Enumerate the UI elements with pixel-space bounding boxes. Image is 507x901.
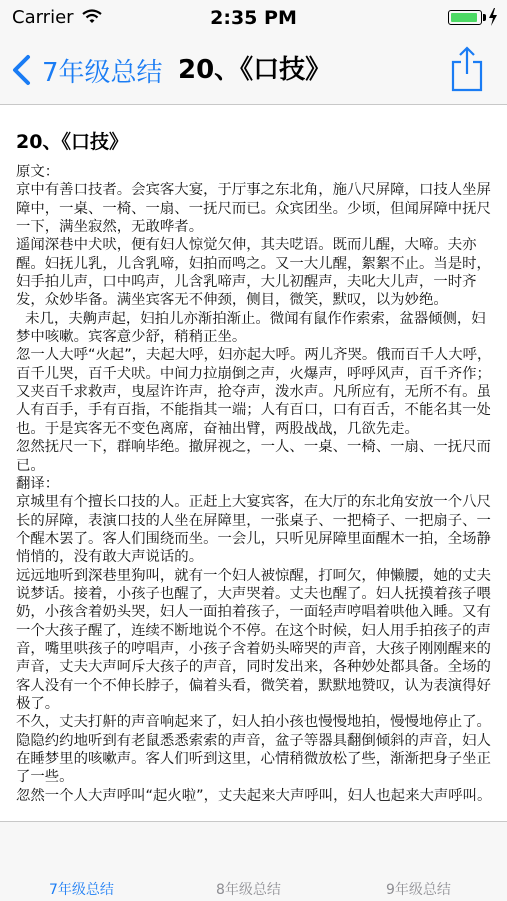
tab-bar [0,821,507,901]
carrier-label: Carrier [12,7,74,28]
share-icon[interactable] [449,44,485,92]
tab-grade-9[interactable]: 9年级总结 [386,882,451,898]
charging-icon [488,8,498,26]
article-content[interactable] [0,105,507,821]
battery-tip [483,14,486,21]
status-time: 2:35 PM [210,7,297,29]
status-bar [0,0,507,36]
tab-grade-7[interactable]: 7年级总结 [49,882,114,898]
back-label: 7年级总结 [42,57,163,88]
back-chevron-icon [10,54,34,86]
battery-icon [448,10,482,25]
nav-title: 20、《口技》 [178,55,332,85]
navigation-bar [0,36,507,105]
article-title: 20、《口技》 [16,131,128,153]
back-button[interactable] [10,52,163,88]
tab-grade-8[interactable]: 8年级总结 [216,882,281,898]
article-body: 原文： 京中有善口技者。会宾客大宴，于厅事之东北角，施八尺屏障，口技人坐屏障中，一桌、一椅、一扇、一抚尺而已。众宾团坐。少顷，但闻屏障中抚尺一下，满坐寂然，无敢哗者。 遥闻深巷中犬吠，便有妇人惊觉欠伸，其夫呓语。既而儿醒，大啼。夫亦醒。妇抚儿乳，儿含乳啼，妇拍而鸣之。又一大儿醒，絮絮不止。当是时，妇手拍儿声，口中呜声，儿含乳啼声，大儿初醒声，夫叱大儿声，一时齐发，众妙毕备。满坐宾客无不伸颈，侧目，微笑，默叹，以为妙绝。 未几，夫齁声起，妇拍儿亦渐拍渐止。微闻有鼠作作索索，盆器倾侧，妇梦中咳嗽。宾客意少舒，稍稍正坐。 忽一人大呼“火起”，夫起大呼，妇亦起大呼。两儿齐哭。俄而百千人大呼，百千儿哭，百千犬吠。中间力拉崩倒之声，火爆声，呼呼风声，百千齐作；又夹百千求救声，曳屋许许声，抢夺声，泼水声。凡所应有，无所不有。虽人有百手，手有百指，不能指其一端；人有百口，口有百舌，不能名其一处也。于是宾客无不变色离席，奋袖出臂，两股战战，几欲先走。 忽然抚尺一下，群响毕绝。撤屏视之，一人、一桌、一椅、一扇、一抚尺而已。 翻译： 京城里有个擅长口技的人。正赶上大宴宾客，在大厅的东北角安放一个八尺长的屏障，表演口技的人坐在屏障里，一张桌子、一把椅子、一把扇子、一个醒木罢了。客人们围绕而坐。一会儿，只听见屏障里面醒木一拍，全场静悄悄的，没有敢大声说话的。 远远地听到深巷里狗叫，就有一个妇人被惊醒，打呵欠，伸懒腰，她的丈夫说梦话。接着，小孩子也醒了，大声哭着。丈夫也醒了。妇人抚摸着孩子喂奶，小孩含着奶头哭，妇人一面拍着孩子，一面轻声哼唱着哄他入睡。又有一个大孩子醒了，连续不断地说个不停。在这个时候，妇人用手拍孩子的声音，嘴里哄孩子的哼唱声，小孩子含着奶头啼哭的声音，大孩子刚刚醒来的声音，丈夫大声呵斥大孩子的声音，同时发出来，各种妙处都具备。全场的客人没有一个不伸长脖子，偏着头看，微笑着，默默地赞叹，认为表演得好极了。 不久，丈夫打鼾的声音响起来了，妇人拍小孩也慢慢地拍，慢慢地停止了。隐隐约约地听到有老鼠悉悉索索的声音，盆子等器具翻倒倾斜的声音，妇人在睡梦里的咳嗽声。客人们听到这里，心情稍微放松了些，渐渐把身子坐正了一些。 忽然一个人大声呼叫“起火啦”，丈夫起来大声呼叫，妇人也起来大声呼叫。 [16,164,492,804]
